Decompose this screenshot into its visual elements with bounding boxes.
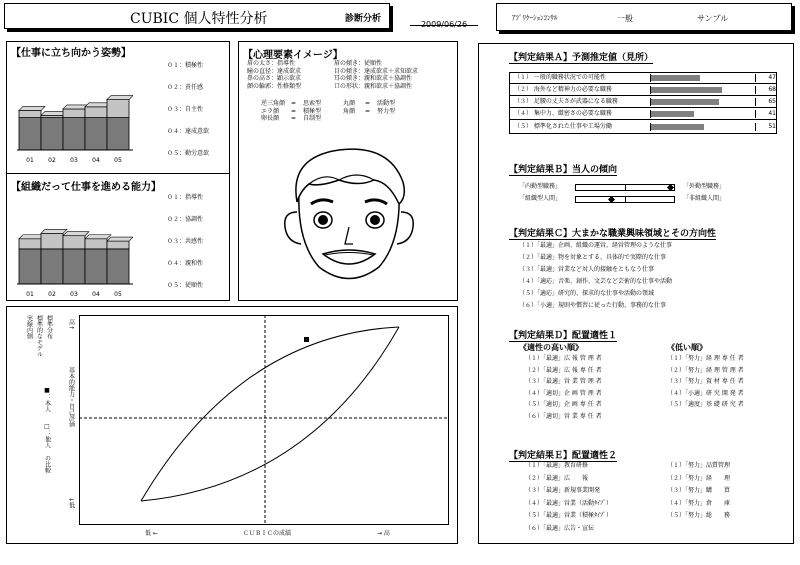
list-item: （５）「適切」企 画 専 任 者	[525, 401, 602, 408]
list-item: （１）「努力」品質管理	[667, 462, 731, 469]
bar-upper	[63, 109, 85, 118]
resultE-high-list	[525, 462, 612, 537]
resultD-low-title: 《低い順》	[667, 343, 707, 352]
resultD-high-list	[525, 355, 602, 424]
psych-line: 口の形状：親和欲求＋協調性	[334, 82, 413, 90]
resultB-scale	[575, 184, 675, 191]
list-item: （１）「最適」教育研修	[525, 462, 589, 469]
tendency-marker	[667, 184, 674, 191]
bar-upper	[85, 239, 107, 249]
bar-label: 01	[26, 157, 34, 164]
bar-lower	[63, 118, 85, 150]
type-cell: 角顔	[343, 107, 356, 115]
title-box	[4, 3, 390, 29]
report-date: 2009/06/26	[420, 20, 468, 29]
list-item: （５）「最適」営業（積極ﾀｲﾌﾟ）	[525, 512, 613, 519]
y-axis-label: 基本的能力・自己評価	[67, 367, 75, 427]
psych-line: 耳の傾き：親和欲求＋協調性	[334, 75, 413, 82]
bar-upper	[41, 233, 63, 249]
type-cell: =	[365, 100, 371, 107]
resultA-row	[510, 73, 776, 84]
legend-compare: の比較	[43, 455, 51, 473]
bar-lower	[63, 249, 85, 284]
legend-item: ０４：親和性	[167, 260, 204, 267]
resultC-title: 【判定結果Ｃ】大まかな職業興味領域とその方向性	[509, 226, 716, 240]
resultA-label: （２） 海外など精神力の必要な職務	[514, 86, 612, 94]
resultA-row	[510, 97, 776, 108]
bar-upper	[41, 115, 63, 117]
resultA-value: 65	[768, 98, 776, 106]
work-attitude-title: 【仕事に立ち向かう姿勢】	[11, 48, 131, 59]
bar-label: 02	[48, 157, 56, 164]
resultB-title: 【判定結果Ｂ】当人の傾向	[509, 162, 617, 176]
resultB-left: 「内勤型職務」	[519, 183, 562, 190]
resultA-bar	[651, 99, 719, 105]
bar-lower	[19, 118, 41, 150]
resultA-row	[510, 109, 776, 120]
legend-item: ０１：指導性	[167, 194, 204, 201]
type-cell: 丸顔	[343, 100, 356, 107]
person-name: サンプル	[697, 14, 729, 23]
x-low-label: 低 ←	[145, 530, 158, 537]
resultB-row	[519, 193, 759, 205]
list-item: （１）「最適」企画、組織の運営、経営管理のような仕事	[519, 242, 673, 249]
bar-top	[41, 229, 67, 233]
resultA-value: 47	[768, 74, 776, 82]
list-item: （１）「努力」経 理 専 任 者	[667, 355, 744, 362]
bar-label: 05	[114, 157, 122, 164]
org-ability-chart	[17, 200, 133, 298]
type-cell: 自制型	[303, 115, 322, 122]
list-item: （２）「最適」物を対象とする、具体的で実際的な仕事	[519, 254, 667, 261]
bar-lower	[41, 249, 63, 284]
legend-line: 実線内側	[25, 315, 33, 339]
y-high-label: 高↑	[67, 319, 75, 331]
list-item: （６）「適切」営 業 専 任 者	[525, 412, 602, 420]
resultA-bar-track	[650, 98, 756, 106]
bar-top	[107, 96, 133, 100]
type-cell: =	[291, 107, 297, 115]
list-item: （３）「最適」新規事業開発	[525, 487, 601, 494]
org-ability-panel	[6, 173, 230, 301]
list-item: （２）「努力」経 理 管 理 者	[667, 366, 744, 374]
x-high-label: → 高	[377, 530, 390, 537]
list-item: （３）「最適」営 業 管 理 者	[525, 378, 602, 385]
bar-lower	[107, 249, 129, 284]
resultA-bar	[651, 75, 700, 81]
work-attitude-legend	[167, 62, 209, 172]
legend-item: ０５：従順性	[167, 282, 204, 289]
bar-upper	[107, 241, 129, 249]
type-cell: =	[291, 115, 297, 122]
legend-item: ０５：勤労意欲	[167, 150, 210, 157]
list-item: （５）「適応」研究的、探求的な仕事や活動の領域	[519, 290, 655, 297]
y-low-label: ↓低	[67, 497, 75, 509]
list-item: （４）「努力」倉 庫	[667, 499, 731, 507]
resultD-title: 【判定結果Ｄ】配置適性１	[509, 328, 617, 342]
bar-lower	[19, 249, 41, 284]
list-item: （５）「努力」総 務	[667, 512, 731, 519]
list-item: （２）「最適」広 報	[525, 474, 589, 482]
psych-line: 目の傾き：達成欲求＋求知欲求	[334, 67, 419, 75]
resultA-bar-track	[650, 86, 756, 94]
list-item: （４）「最適」営業（活動ﾀｲﾌﾟ）	[525, 499, 613, 507]
resultB-left: 「組織型人間」	[519, 195, 562, 202]
type-cell: 卵長顔	[261, 115, 280, 122]
applicant-box	[496, 3, 792, 31]
tendency-marker	[608, 196, 615, 203]
list-item: （４）「適切」企 画 管 理 者	[525, 389, 602, 397]
resultB-scale	[575, 196, 675, 203]
resultA-bar	[651, 87, 722, 93]
resultA-row	[510, 121, 776, 132]
resultA-label: （１） 一般的職務状況での可能性	[514, 74, 606, 82]
type-cell: =	[291, 100, 297, 107]
legend-other: □：他人	[43, 423, 51, 448]
x-axis-label: ＣＵＢＩＣの成績	[243, 530, 292, 537]
psych-line: 眉の傾き：従順性	[334, 60, 383, 67]
bar-lower	[85, 249, 107, 284]
psych-line: 瞳の直径：達成欲求	[247, 67, 302, 75]
work-attitude-chart	[17, 72, 133, 164]
resultB-right: 「外勤型職務」	[683, 183, 726, 190]
bar-upper	[19, 239, 41, 249]
report-title: CUBIC 個人特性分析	[130, 11, 268, 27]
scatter-legend	[15, 315, 65, 515]
list-item: （４）「適応」音楽、創作、文芸など芸術的な仕事や活動	[519, 278, 673, 285]
type-cell: 活動型	[377, 100, 396, 107]
bar-top	[19, 106, 45, 110]
app-name: ｱﾌﾟﾘｹｰｼｮﾝｺﾝｻﾙ	[512, 14, 558, 22]
resultB-row	[519, 181, 759, 193]
list-item: （３）「努力」資 材 専 任 者	[667, 378, 744, 385]
resultA-bar-track	[650, 110, 756, 118]
org-ability-legend	[167, 194, 203, 304]
psych-right-list	[334, 60, 418, 90]
list-item: （６）「最適」広告・宣伝	[525, 524, 595, 532]
list-item: （３）「努力」購 買	[667, 487, 731, 494]
scatter-panel	[6, 306, 458, 544]
list-item: （５）「適度」基 礎 研 究 者	[667, 401, 744, 408]
org-ability-title: 【組織だって仕事を進める能力】	[11, 182, 161, 193]
psych-title: 【心理要素イメージ】	[243, 50, 343, 61]
legend-item: ０１：積極性	[167, 62, 204, 69]
bar-label: 03	[70, 291, 78, 298]
bar-upper	[107, 100, 129, 118]
resultD-high-title: 《適性の高い順》	[519, 343, 583, 352]
bar-top	[107, 237, 133, 241]
legend-item: ０３：共感性	[167, 238, 204, 245]
type-cell: 努力型	[377, 107, 396, 115]
report-subtitle: 診断分析	[345, 14, 382, 24]
scatter-plot	[79, 315, 449, 525]
resultE-low-list	[667, 462, 730, 525]
resultA-title: 【判定結果Ａ】予測推定値（見所）	[509, 50, 653, 64]
psych-line: 鼻の高さ：顕示欲求	[247, 75, 302, 82]
bar-lower	[85, 118, 107, 150]
type-cell: 思索型	[303, 100, 322, 107]
legend-item: ０２：協調性	[167, 216, 204, 223]
resultA-bar	[651, 111, 694, 117]
resultA-bar	[651, 124, 704, 130]
list-item: （１）「最適」広 報 管 理 者	[525, 355, 602, 362]
type-cell: エラ顔	[261, 107, 280, 115]
type-cell: 逆三角顔	[261, 100, 286, 107]
type-cell: 積極型	[303, 107, 322, 115]
results-panel	[478, 43, 794, 544]
bar-label: 04	[92, 291, 100, 298]
bar-top	[85, 235, 111, 239]
bar-upper	[63, 236, 85, 249]
bar-top	[63, 232, 89, 236]
bar-label: 02	[48, 291, 56, 298]
resultA-row	[510, 85, 776, 96]
date-field	[410, 12, 478, 29]
work-attitude-panel	[6, 41, 230, 174]
bar-label: 03	[70, 157, 78, 164]
resultE-title: 【判定結果Ｅ】配置適性２	[509, 448, 617, 462]
type-cell: =	[365, 107, 371, 115]
resultA-label: （３） 足腰の丈夫さが武器になる職務	[514, 98, 618, 106]
legend-line: 標準分布	[45, 315, 53, 339]
bar-label: 01	[26, 291, 34, 298]
bar-lower	[41, 118, 63, 150]
resultA-bar-track	[650, 123, 756, 131]
self-marker	[304, 337, 309, 342]
resultA-value: 41	[768, 110, 776, 118]
resultA-value: 68	[768, 86, 776, 94]
legend-item: ０３：自主性	[167, 106, 204, 113]
psych-line: 眉の太さ：指導性	[247, 60, 296, 67]
legend-line: 標準的なモデル	[35, 315, 43, 357]
bar-upper	[19, 110, 41, 117]
resultD-low-list	[667, 355, 744, 413]
resultA-table	[509, 72, 777, 134]
legend-item: ０４：達成意欲	[167, 128, 210, 135]
bar-label: 05	[114, 291, 122, 298]
list-item: （４）「小適」研 究 開 発 者	[667, 389, 744, 397]
resultC-list	[519, 242, 672, 314]
psych-left-list	[247, 60, 301, 90]
face-type-table	[261, 100, 417, 123]
resultA-label: （５） 標準化された仕事や工場労働	[514, 122, 612, 130]
bar-lower	[107, 118, 129, 150]
face-illustration	[279, 142, 419, 292]
list-item: （２）「最適」広 報 専 任 者	[525, 366, 602, 374]
resultB-right: 「非組織人間」	[683, 195, 726, 202]
resultA-label: （４） 集中力、緻密さの必要な職務	[514, 110, 612, 118]
list-item: （６）「小適」規則や慣習に従った行動、事務的な仕事	[519, 302, 667, 309]
bar-label: 04	[92, 157, 100, 164]
legend-item: ０２：責任感	[167, 84, 204, 91]
category: 一般	[617, 14, 633, 23]
list-item: （３）「最適」営業など対人的接触をともなう仕事	[519, 266, 655, 273]
bar-upper	[85, 107, 107, 118]
resultA-value: 51	[768, 122, 776, 130]
psych-panel	[238, 41, 458, 301]
legend-self: ■：本人	[43, 387, 51, 412]
resultA-bar-track	[650, 74, 756, 82]
list-item: （２）「努力」経 理	[667, 474, 731, 482]
psych-line: 顔の輪郭：性格類型	[247, 82, 302, 90]
